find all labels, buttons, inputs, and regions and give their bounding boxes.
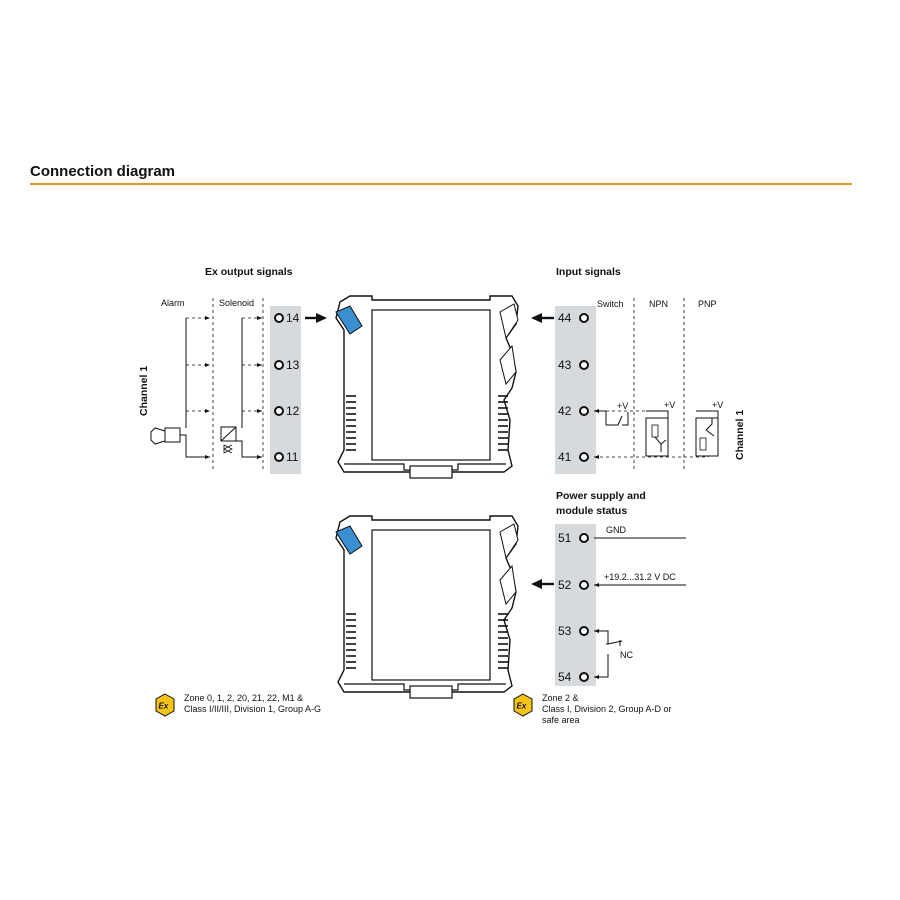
terminal-54-label: 54 <box>558 670 572 684</box>
voltage-label: +19.2...31.2 V DC <box>604 572 676 582</box>
pnp-label: PNP <box>698 299 717 309</box>
ex-output-heading: Ex output signals <box>205 266 293 278</box>
npn-sensor <box>646 400 675 457</box>
ex-zone-right-line1: Zone 2 & <box>542 693 579 703</box>
pnp-sensor <box>696 400 723 457</box>
terminal-43-label: 43 <box>558 358 572 372</box>
terminal-51-label: 51 <box>558 531 572 545</box>
ex-zone-right-note <box>514 693 672 725</box>
terminal-42-label: 42 <box>558 404 572 418</box>
arrow-to-module-top-left <box>305 313 327 323</box>
solenoid-label: Solenoid <box>219 298 255 308</box>
terminal-14-label: 14 <box>286 311 300 325</box>
nc-label: NC <box>620 650 633 660</box>
solenoid-valve-icon <box>221 427 236 453</box>
terminal-11-label: 11 <box>286 450 299 464</box>
arrow-to-module-bottom <box>531 579 554 589</box>
terminal-strip-power <box>555 524 596 686</box>
channel-1-label-left: Channel 1 <box>138 365 150 416</box>
terminal-12[interactable] <box>275 404 300 418</box>
terminal-13[interactable] <box>275 358 300 372</box>
ex-zone-right-line2: Class I, Division 2, Group A-D or <box>542 704 672 714</box>
horn-icon <box>151 428 165 444</box>
terminal-41-label: 41 <box>558 450 572 464</box>
solenoid-wiring <box>236 316 262 459</box>
isolator-module-top <box>336 296 518 478</box>
ex-zone-left-note <box>156 693 321 716</box>
terminal-52-label: 52 <box>558 578 572 592</box>
ex-badge-right-text: Ex <box>516 701 527 711</box>
channel-1-label-right: Channel 1 <box>734 409 746 460</box>
ex-zone-left-line1: Zone 0, 1, 2, 20, 21, 22, M1 & <box>184 693 304 703</box>
arrow-to-module-top-right <box>531 313 554 323</box>
switch-sensor <box>606 401 628 425</box>
terminal-14[interactable] <box>275 311 300 325</box>
alarm-wiring <box>165 316 210 459</box>
terminal-53-label: 53 <box>558 624 572 638</box>
terminal-strip-input <box>555 306 596 474</box>
switch-label: Switch <box>597 299 624 309</box>
alarm-label: Alarm <box>161 298 185 308</box>
power-heading-line1: Power supply and <box>556 490 646 502</box>
ex-hazard-icon <box>514 694 532 716</box>
terminal-44-label: 44 <box>558 311 572 325</box>
ex-hazard-icon <box>156 694 174 716</box>
pnp-supply-label: +V <box>712 400 724 410</box>
input-signals-heading: Input signals <box>556 266 621 278</box>
terminal-strip-ex-output <box>270 306 301 474</box>
gnd-label: GND <box>606 525 626 535</box>
power-heading-line2: module status <box>556 505 628 517</box>
page-title: Connection diagram <box>30 163 176 180</box>
ex-badge-left-text: Ex <box>158 701 169 711</box>
npn-supply-label: +V <box>664 400 676 410</box>
isolator-module-bottom <box>336 516 518 698</box>
terminal-13-label: 13 <box>286 358 300 372</box>
npn-label: NPN <box>649 299 669 309</box>
switch-supply-label: +V <box>617 401 629 411</box>
ex-zone-right-line3: safe area <box>542 715 580 725</box>
ex-zone-left-line2: Class I/II/III, Division 1, Group A-G <box>184 704 322 714</box>
terminal-11[interactable] <box>275 450 299 464</box>
terminal-12-label: 12 <box>286 404 300 418</box>
power-wiring <box>594 525 686 679</box>
